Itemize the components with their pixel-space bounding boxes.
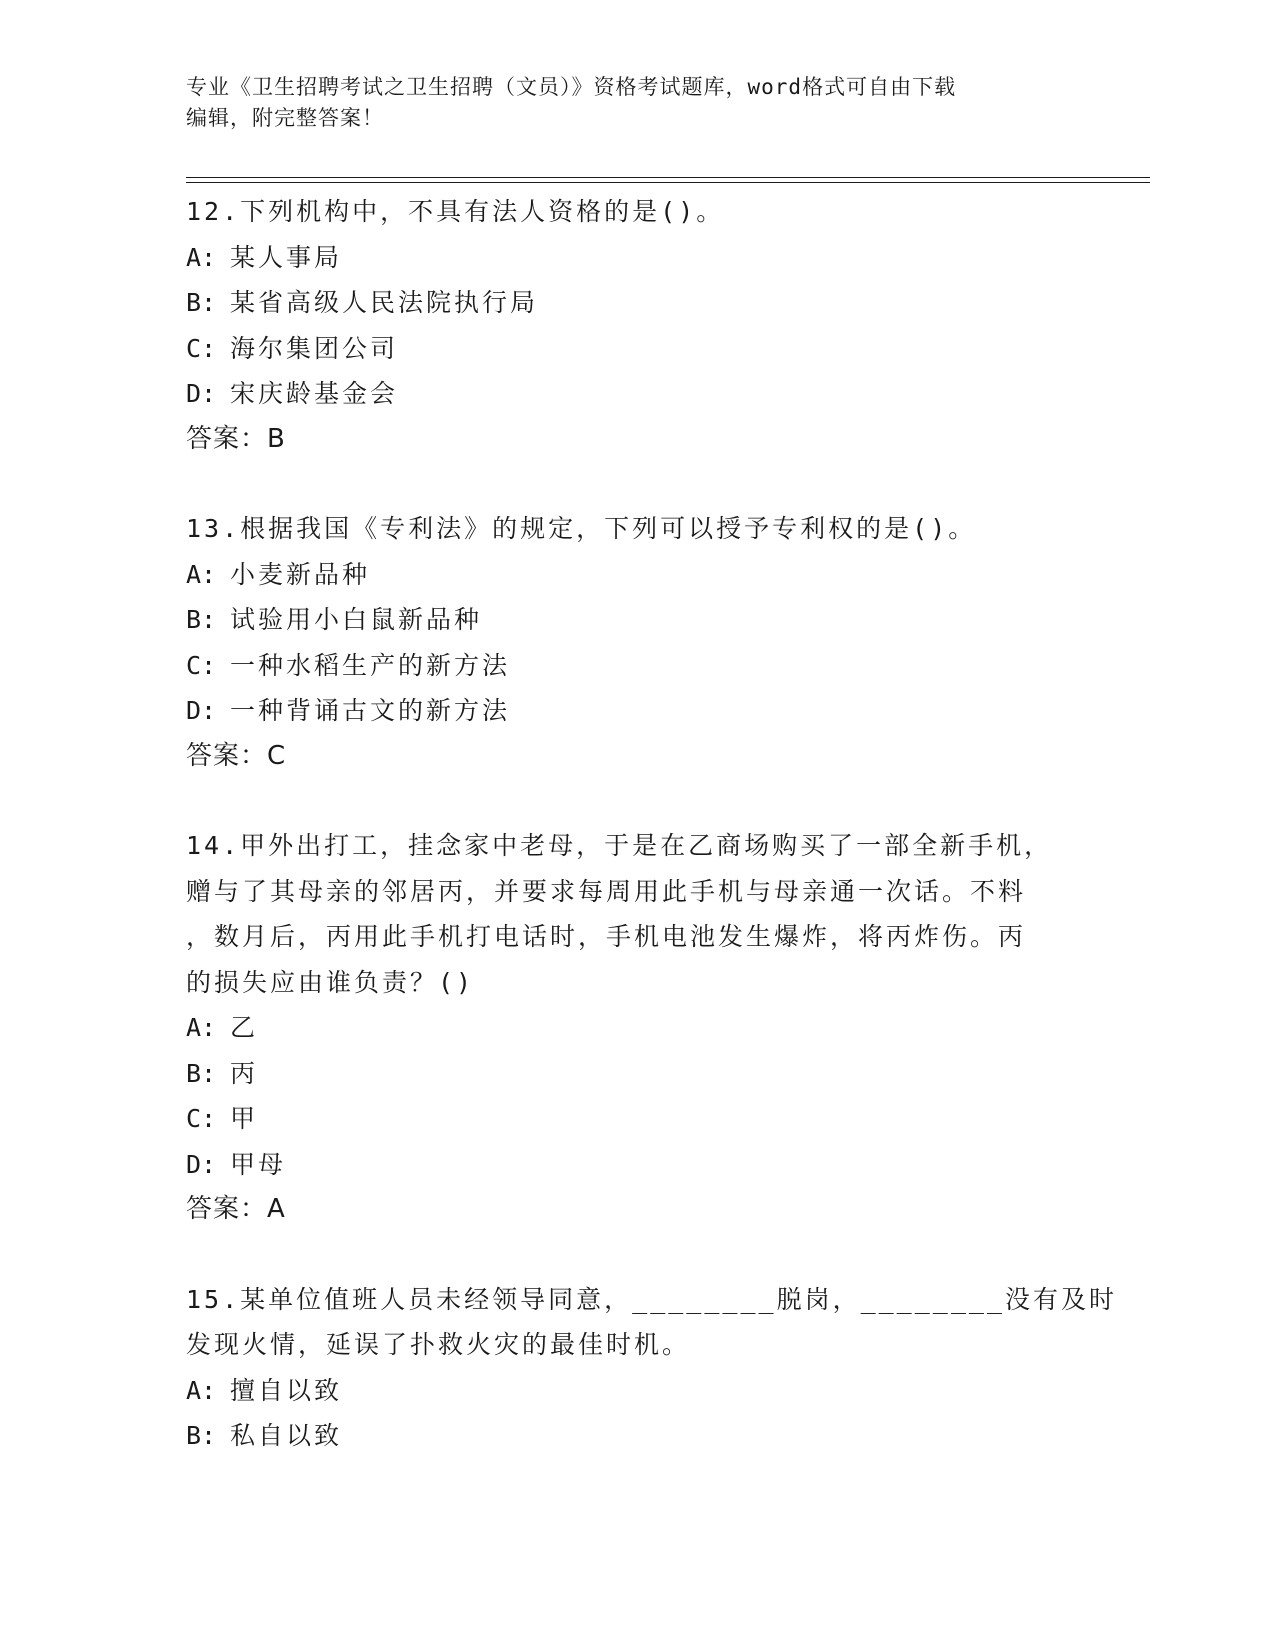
- option-text: 擅自以致: [230, 1375, 343, 1405]
- option-letter: B:: [186, 605, 217, 634]
- option-letter: A:: [186, 242, 217, 272]
- question-12: [186, 189, 1086, 462]
- option-c: [186, 643, 1086, 689]
- answer-line: 答案：A: [186, 1194, 286, 1224]
- question-stem: 13.根据我国《专利法》的规定，下列可以授予专利权的是()。: [186, 514, 977, 543]
- option-d: [186, 688, 1086, 734]
- question-spacer: [186, 1233, 1086, 1277]
- option-b: [186, 1413, 1086, 1459]
- option-text: 某人事局: [230, 242, 343, 272]
- option-c: [186, 326, 1086, 372]
- option-text: 一种水稻生产的新方法: [230, 650, 511, 680]
- option-text: 甲母: [230, 1149, 287, 1179]
- option-letter: A:: [186, 1013, 217, 1042]
- question-stem-line: 赠与了其母亲的邻居丙，并要求每周用此手机与母亲通一次话。不料: [186, 876, 1027, 906]
- option-text: 乙: [230, 1013, 259, 1042]
- option-letter: A:: [186, 1375, 217, 1405]
- option-a: [186, 235, 1086, 281]
- option-letter: B:: [186, 1421, 217, 1450]
- header-line-2: 编辑，附完整答案！: [186, 106, 384, 130]
- question-stem-line: 14.甲外出打工，挂念家中老母，于是在乙商场购买了一部全新手机，: [186, 831, 1053, 860]
- option-b: [186, 280, 1086, 326]
- option-letter: C:: [186, 333, 217, 363]
- option-letter: D:: [186, 1149, 217, 1179]
- answer-line: 答案：C: [186, 740, 287, 771]
- option-d: [186, 371, 1086, 417]
- question-stem-line: 发现火情，延误了扑救火灾的最佳时机。: [186, 1330, 691, 1359]
- question-15: [186, 1277, 1117, 1459]
- option-a: [186, 1005, 1086, 1051]
- question-14: [186, 823, 1086, 1233]
- question-stem-line: 15.某单位值班人员未经领导同意，________脱岗，________没有及时: [186, 1284, 1117, 1314]
- question-stem-line: ，数月后，丙用此手机打电话时，手机电池发生爆炸，将丙炸伤。丙: [186, 922, 1027, 951]
- option-letter: A:: [186, 559, 217, 589]
- question-list: [186, 189, 1117, 1459]
- question-stem: 12.下列机构中，不具有法人资格的是()。: [186, 197, 725, 226]
- option-letter: C:: [186, 1104, 217, 1133]
- option-text: 试验用小白鼠新品种: [230, 605, 483, 634]
- option-letter: D:: [186, 696, 217, 725]
- question-spacer: [186, 779, 1086, 823]
- option-text: 一种背诵古文的新方法: [230, 696, 511, 725]
- option-d: [186, 1142, 1086, 1188]
- option-text: 丙: [230, 1058, 259, 1088]
- answer-line: 答案：B: [186, 423, 286, 454]
- option-text: 甲: [230, 1104, 259, 1133]
- option-text: 小麦新品种: [230, 559, 371, 589]
- option-c: [186, 1096, 1086, 1142]
- option-text: 海尔集团公司: [230, 333, 399, 363]
- option-letter: B:: [186, 288, 217, 317]
- option-a: [186, 552, 1086, 598]
- header-rule-top: [186, 177, 1150, 178]
- header-line-1: 专业《卫生招聘考试之卫生招聘（文员）》资格考试题库，word格式可自由下载: [186, 75, 957, 99]
- option-b: [186, 597, 1086, 643]
- question-spacer: [186, 462, 1086, 506]
- option-letter: B:: [186, 1058, 217, 1088]
- document-header: [186, 72, 1086, 134]
- question-stem-line: 的损失应由谁负责？(): [186, 967, 475, 997]
- option-text: 某省高级人民法院执行局: [230, 288, 539, 317]
- question-13: [186, 506, 1086, 779]
- option-b: [186, 1051, 1086, 1097]
- option-letter: D:: [186, 379, 217, 408]
- option-letter: C:: [186, 650, 217, 680]
- header-rule-bottom: [186, 182, 1150, 183]
- option-text: 私自以致: [230, 1421, 343, 1450]
- option-a: [186, 1368, 1086, 1414]
- option-text: 宋庆龄基金会: [230, 379, 399, 408]
